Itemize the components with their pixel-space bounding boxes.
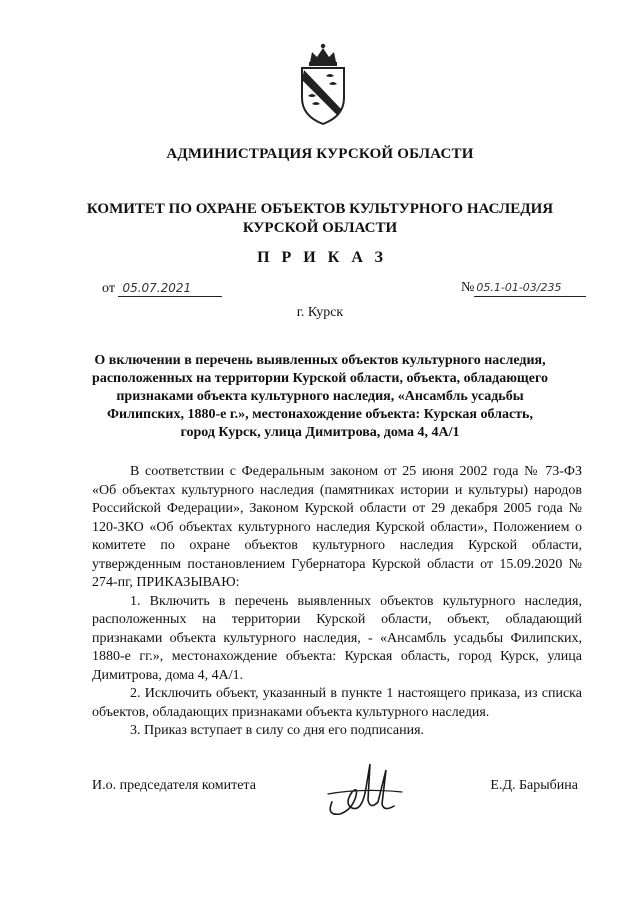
handwritten-signature-icon — [322, 758, 408, 828]
preamble-paragraph: В соответствии с Федеральным законом от 25 июня 2002 года № 73-ФЗ «Об объектах культурного наследия (памятниках истории и культуры) народов Российской Федерации», Законом Курской области от 29 декабря 2005 года № 120-ЗКО «Об объектах культурного наследия Курской области», Положением о комитете по охране объектов культурного наследия Курской области, утвержденным постановлением Губернатора Курской области от 15.09.2020 № 274-пг, ПРИКАЗЫВАЮ: — [92, 464, 582, 590]
coat-of-arms-icon — [296, 40, 350, 126]
item-3-paragraph: 3. Приказ вступает в силу со дня его подписания. — [130, 723, 425, 738]
administration-heading: АДМИНИСТРАЦИЯ КУРСКОЙ ОБЛАСТИ — [166, 146, 474, 162]
document-type-heading: ПРИКАЗ — [257, 249, 395, 266]
number-value: 05.1-01-03/235 — [474, 280, 586, 297]
date-prefix: от — [102, 281, 115, 296]
number-line — [461, 280, 586, 297]
order-subject: О включении в перечень выявленных объектов культурного наследия, расположенных на территории Курской области, объекта, обладающего признаками объекта культурного наследия, «Ансамбль усадьбы Филипских, 1880-е г.», местонахождение объекта: Курская область, город Курск, улица Димитрова, дома 4, 4А/1 — [92, 353, 548, 440]
committee-heading: КОМИТЕТ ПО ОХРАНЕ ОБЪЕКТОВ КУЛЬТУРНОГО НАСЛЕДИЯ КУРСКОЙ ОБЛАСТИ — [86, 201, 554, 236]
item-2-paragraph: 2. Исключить объект, указанный в пункте 1 настоящего приказа, из списка объектов, обладающих признаками объекта культурного наследия. — [92, 686, 582, 720]
signatory-title: И.о. председателя комитета — [92, 778, 256, 793]
item-1-paragraph: 1. Включить в перечень выявленных объектов культурного наследия, расположенных на территории Курской области, объект, обладающий признаками объекта культурного наследия, - «Ансамбль усадьбы Филипских, 1880-е гг.», местонахождение объекта: Курская область, город Курск, улица Димитрова, дома 4, 4А/1. — [92, 593, 582, 683]
signatory-name: Е.Д. Барыбина — [490, 778, 578, 793]
date-line — [102, 280, 222, 297]
number-prefix: № — [461, 280, 475, 295]
city-line: г. Курск — [296, 305, 344, 320]
date-value: 05.07.2021 — [118, 280, 222, 297]
order-body — [92, 463, 582, 741]
